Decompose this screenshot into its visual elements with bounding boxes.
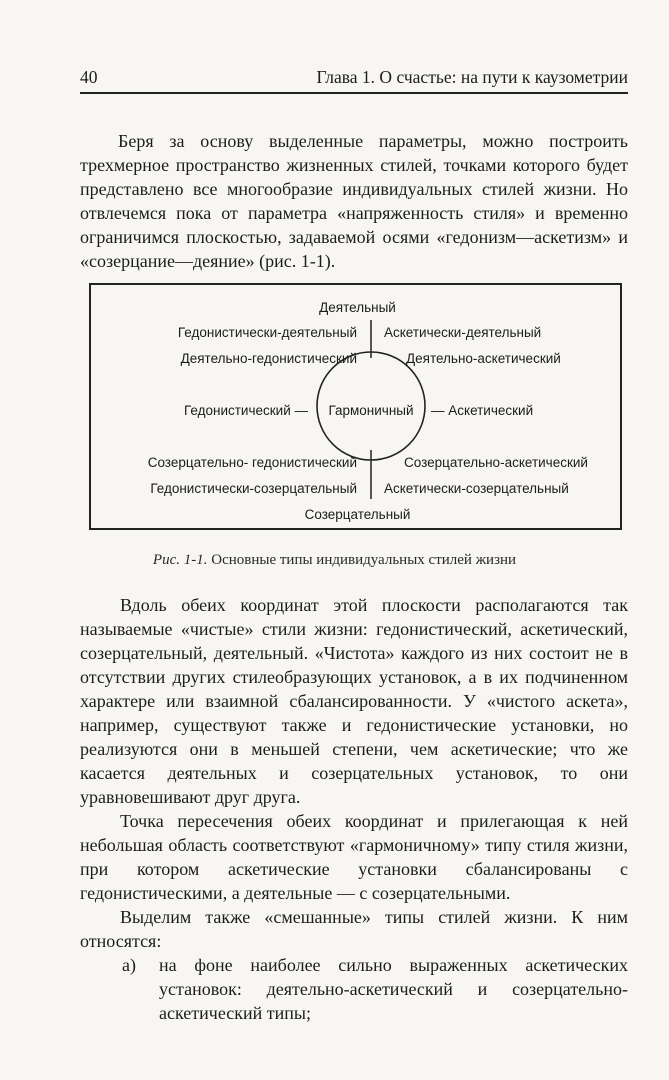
label-ascetic-active: Аскетически-деятельный <box>384 325 542 340</box>
label-active-ascetic: Деятельно-аскетический <box>406 351 561 366</box>
label-contemplative-ascetic: Созерцательно-аскетический <box>404 455 588 470</box>
label-contemplative: Созерцательный <box>304 507 411 522</box>
label-hedonistic-active: Гедонистически-деятельный <box>177 325 357 340</box>
caption-text: Основные типы индивидуальных стилей жизни <box>207 552 517 568</box>
list-item <box>122 953 628 1025</box>
label-hedonistic: Гедонистический — <box>183 403 308 418</box>
label-harmonious: Гармоничный <box>328 403 414 418</box>
paragraph-pure-styles: Вдоль обеих координат этой плоскости располагаются так называемые «чистые» стили жизни: гедонистический, аскетический, созерцательный, деятельный. «Чистота» каждого из них состоит не в отсутствии других стилеобразующих установок, а в их подчиненном характере или взаимной сбалансированности. У «чистого аскета», например, существуют также и гедонистические установки, но реализуются они в меньшей степени, чем аскетические; что же касается деятельных и созерцательных установок, то они уравновешивают друг друга. <box>80 595 628 807</box>
paragraph-mixed-types: Выделим также «смешанные» типы стилей жизни. К ним относятся: <box>80 907 628 951</box>
label-active-hedonistic: Деятельно-гедонистический <box>180 351 357 366</box>
header-rule <box>80 92 628 94</box>
running-title: Глава 1. О счастье: на пути к каузометрии <box>316 67 628 87</box>
paragraph-harmonious: Точка пересечения обеих координат и прилегающая к ней небольшая область соответствуют «гармоничному» типу стиля жизни, при котором аскетические установки сбалансированы с гедонистическими, а деятельные — с созерцательными. <box>80 811 628 903</box>
label-ascetic-contemplative: Аскетически-созерцательный <box>384 481 569 496</box>
caption-label: Рис. 1-1. <box>152 552 208 568</box>
list-item-text: на фоне наиболее сильно выраженных аскетических установок: деятельно-аскетический и созерцательно-аскетический типы; <box>159 955 628 1023</box>
list-marker: а) <box>122 955 136 975</box>
figure-life-styles-diagram <box>89 283 622 530</box>
label-ascetic: — Аскетический <box>431 403 534 418</box>
figure-caption <box>0 551 669 569</box>
label-hedonistic-contemplative: Гедонистически-созерцательный <box>150 481 357 496</box>
page-number: 40 <box>80 67 98 87</box>
intro-paragraph: Беря за основу выделенные параметры, можно построить трехмерное пространство жизненных стилей, точками которого будет представлено все многообразие индивидуальных стилей жизни. Но отвлечемся пока от параметра «напряженность стиля» и временно ограничимся плоскостью, задаваемой осями «гедонизм—аскетизм» и «созерцание—деяние» (рис. 1-1). <box>80 131 628 271</box>
label-active: Деятельный <box>319 300 396 315</box>
label-contemplative-hedonistic: Созерцательно- гедонистический <box>147 455 357 470</box>
